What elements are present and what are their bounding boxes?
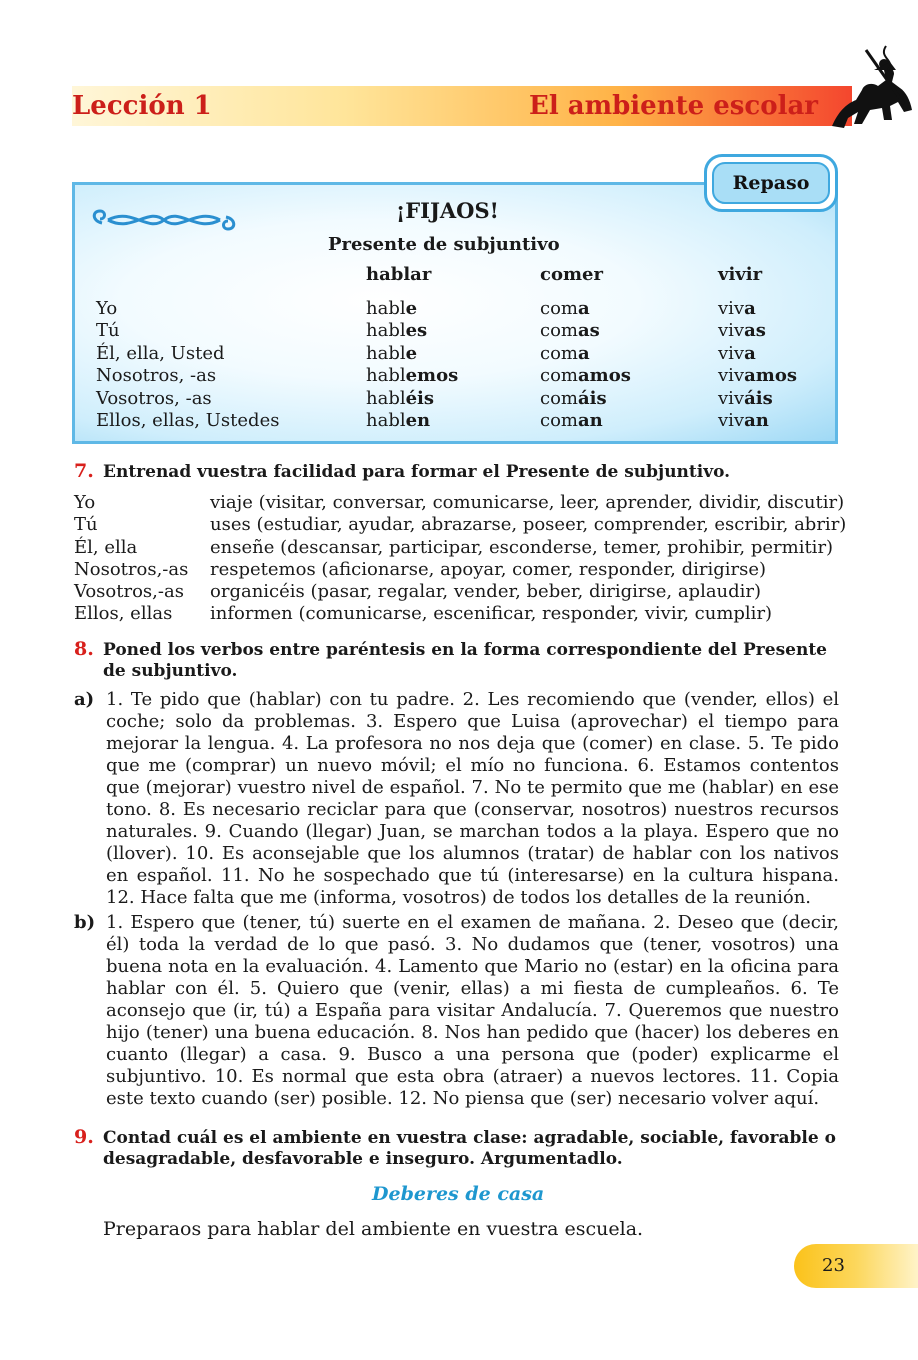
part-b-label: b) [74,912,96,933]
conjugation: viva [718,342,756,364]
vivir-column [718,298,797,432]
conjugation: hable [366,342,418,364]
conjugation: vivas [718,320,766,342]
homework-text: Preparaos para hablar del ambiente en vuestra escuela. [103,1218,644,1240]
exercise-8-instruction: Poned los verbos entre paréntesis en la forma correspondiente del Presente de subjuntivo. [103,640,827,681]
conjugation: hablen [366,410,431,432]
exercise-7-list [74,492,846,626]
pronoun: Tú [96,320,120,342]
pronoun: Vosotros, -as [96,387,212,409]
conjugation: hable [366,298,418,319]
comer-column [540,298,631,432]
part-a-label: a) [74,689,95,710]
conjugation: coma [540,298,590,319]
exercise-9-number: 9. [74,1126,94,1148]
page-number: 23 [822,1255,845,1276]
conjugation: comáis [540,387,607,409]
pronoun: Yo [96,298,118,319]
conjugation: habléis [366,387,435,409]
page-number-tab [794,1244,918,1288]
conjugation: hablemos [366,365,459,387]
fijaos-heading: ¡FIJAOS! [396,198,499,223]
part-a-text: 1. Te pido que (hablar) con tu padre. 2. Les recomiendo que (vender, ellos) el coche; solo da problemas. 3. Espero que Luisa (aprovechar) el tiempo para mejorar la lengua. 4. La profesora no nos deja que (comer) en clase. 5. Te pido que me (comprar) un nuevo móvil; el mío no funciona. 6. Estamos contentos que (mejorar) vuestro nivel de español. 7. No te permito que me (hablar) en ese tono. 8. Es necesario reciclar para que (conservar, nosotros) nuestros recursos naturales. 9. Cuando (llegar) Juan, se marchan todos a la playa. Espero que no (llover). 10. Es aconsejable que los alumnos (tratar) de hablar con los nativos en español. 11. No he sospechado que tú (interesarse) en la cultura hispana. 12. Hace falta que me (informa, vosotros) de todos los detalles de la reunión. [106,689,839,908]
exercise-7-number: 7. [74,460,94,482]
homework-title: Deberes de casa [372,1183,545,1205]
pronoun: Ellos, ellas, Ustedes [96,410,280,432]
part-b-text: 1. Espero que (tener, tú) suerte en el examen de mañana. 2. Deseo que (decir, él) toda la verdad de lo que pasó. 3. No dudamos que (tener, vosotros) una buena nota en la evaluación. 4. Lamento que Mario no (estar) en la oficina para hablar con él. 5. Quiero que (venir, ellas) a mi fiesta de cumpleaños. 6. Te aconsejo que (ir, tú) a España para visitar Andalucía. 7. Queremos que nuestro hijo (tener) una buena educación. 8. Nos han pedido que (hacer) los deberes en cuanto (llegar) a casa. 9. Busco a una persona que (poder) explicarme el subjuntivo. 10. Es normal que esta obra (atraer) a nuevos lectores. 11. Copia este texto cuando (ser) posible. 12. No piensa que (ser) necesario volver aquí. [106,912,839,1109]
conjugation: vivamos [718,365,797,387]
verb-header-hablar: hablar [366,264,432,285]
conjugation: viva [718,298,756,319]
repaso-tab [704,154,838,212]
conjugation: hables [366,320,428,342]
lesson-title: El ambiente escolar [529,91,818,121]
pronoun: Nosotros, -as [96,365,217,387]
hablar-column [366,298,458,432]
pronoun: Él, ella, Usted [96,342,225,364]
conjugation: comas [540,320,600,342]
conjugation: coman [540,410,603,432]
exercise-9-instruction: Contad cuál es el ambiente en vuestra clase: agradable, sociable, favorable o desagradable, desfavorable e inseguro. Argumentadlo. [103,1128,836,1169]
don-quixote-rider-icon [826,40,918,132]
list-item: Él, ella enseñe (descansar, participar, esconderse, temer, prohibir, permitir) [74,536,834,558]
conjugation: coma [540,342,590,364]
list-item: Yo viaje (visitar, conversar, comunicarse, leer, aprender, dividir, discutir) [74,492,845,513]
exercise-7-instruction: Entrenad vuestra facilidad para formar el Presente de subjuntivo. [103,462,731,482]
list-item: Nosotros,-as respetemos (aficionarse, apoyar, comer, responder, dirigirse) [74,558,767,580]
conjugation: comamos [540,365,631,387]
scroll-ornament-icon [88,203,240,237]
list-item: Tú uses (estudiar, ayudar, abrazarse, poseer, comprender, escribir, abrir) [74,514,847,536]
repaso-label: Repaso [712,162,830,204]
conjugation: vivan [718,410,769,432]
verb-header-comer: comer [540,264,603,285]
list-item: Ellos, ellas informen (comunicarse, escenificar, responder, vivir, cumplir) [74,603,773,625]
pronoun-column [96,298,279,432]
conjugation: viváis [718,387,773,409]
exercise-8-number: 8. [74,638,94,660]
subjunctive-subheading: Presente de subjuntivo [328,234,560,255]
verb-header-vivir: vivir [718,264,763,285]
lesson-number: Lección 1 [72,91,212,121]
list-item: Vosotros,-as organicéis (pasar, regalar, vender, beber, dirigirse, aplaudir) [74,581,762,603]
